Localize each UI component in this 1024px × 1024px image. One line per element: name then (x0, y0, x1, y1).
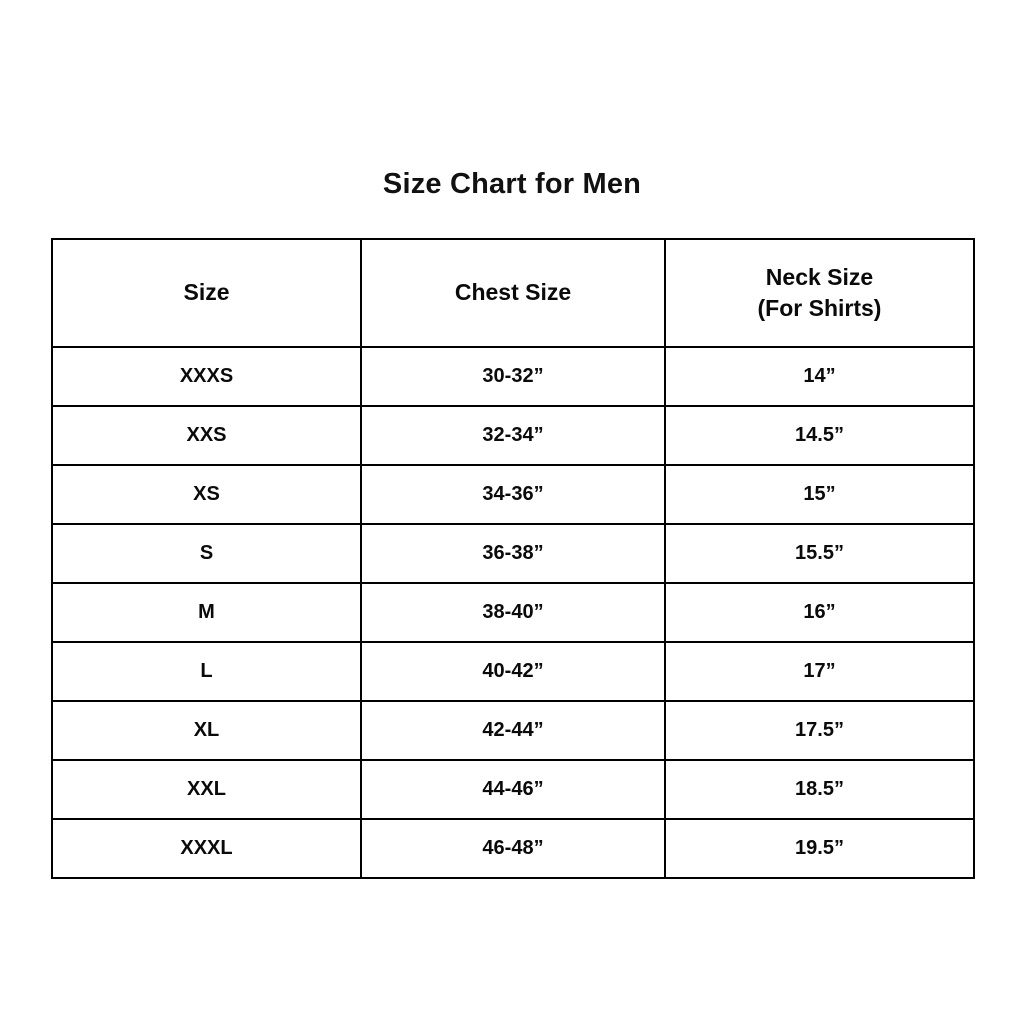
table-body (52, 347, 974, 878)
column-header-neck-size (665, 239, 974, 347)
column-header-chest-size (361, 239, 665, 347)
cell-neck: 15” (665, 465, 974, 524)
cell-chest: 34-36” (361, 465, 665, 524)
size-chart-table-container (51, 238, 973, 879)
column-header-size (52, 239, 361, 347)
page-title: Size Chart for Men (382, 168, 642, 200)
cell-neck: 17.5” (665, 701, 974, 760)
table-row (52, 465, 974, 524)
cell-chest: 38-40” (361, 583, 665, 642)
cell-neck: 18.5” (665, 760, 974, 819)
column-header-size-label: Size (183, 279, 230, 306)
cell-neck: 17” (665, 642, 974, 701)
table-header-row (52, 239, 974, 347)
cell-size: XXL (52, 760, 361, 819)
cell-size: L (52, 642, 361, 701)
cell-chest: 42-44” (361, 701, 665, 760)
table-row (52, 583, 974, 642)
column-header-neck-size-sublabel: (For Shirts) (757, 295, 882, 321)
table-row (52, 701, 974, 760)
cell-size: XS (52, 465, 361, 524)
cell-chest: 36-38” (361, 524, 665, 583)
cell-neck: 14.5” (665, 406, 974, 465)
cell-size: M (52, 583, 361, 642)
cell-neck: 15.5” (665, 524, 974, 583)
column-header-neck-size-label: Neck Size (765, 263, 874, 290)
table-row (52, 642, 974, 701)
cell-neck: 19.5” (665, 819, 974, 878)
cell-size: XXXS (52, 347, 361, 406)
table-row (52, 760, 974, 819)
cell-size: XXS (52, 406, 361, 465)
table-header (52, 239, 974, 347)
size-chart-table (51, 238, 975, 879)
table-row (52, 524, 974, 583)
column-header-chest-size-label: Chest Size (454, 279, 572, 306)
table-row (52, 406, 974, 465)
cell-chest: 40-42” (361, 642, 665, 701)
cell-neck: 14” (665, 347, 974, 406)
cell-chest: 44-46” (361, 760, 665, 819)
cell-size: XL (52, 701, 361, 760)
cell-size: S (52, 524, 361, 583)
cell-chest: 46-48” (361, 819, 665, 878)
cell-chest: 32-34” (361, 406, 665, 465)
cell-chest: 30-32” (361, 347, 665, 406)
table-row (52, 347, 974, 406)
table-row (52, 819, 974, 878)
cell-size: XXXL (52, 819, 361, 878)
cell-neck: 16” (665, 583, 974, 642)
